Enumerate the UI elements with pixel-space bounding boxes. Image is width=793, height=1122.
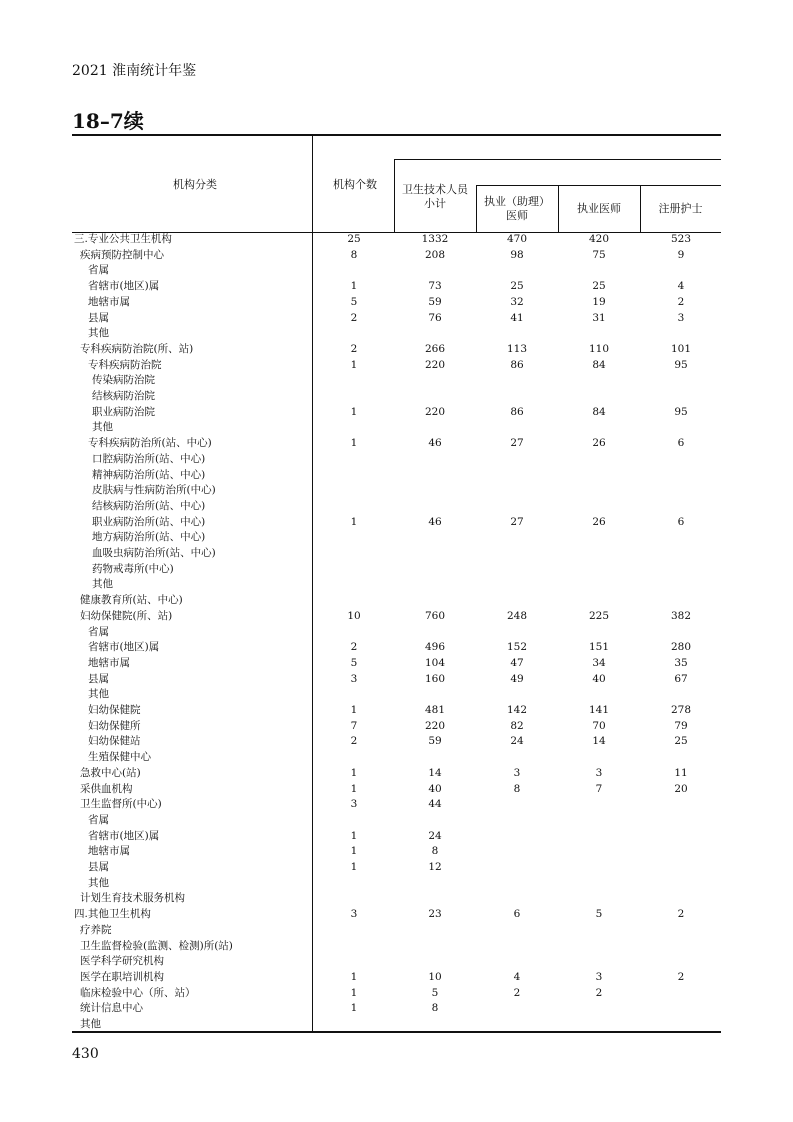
row-label: 皮肤病与性病防治所(中心)	[92, 484, 216, 497]
row-label: 地辖市属	[88, 845, 130, 858]
table-row	[0, 782, 793, 798]
row-value-nurse: 95	[674, 358, 688, 371]
row-label: 省属	[88, 813, 109, 826]
table-row	[0, 766, 793, 782]
table-row	[0, 468, 793, 484]
row-value-doctor: 3	[595, 766, 603, 779]
row-value-assist: 113	[506, 342, 528, 355]
table-number: 18–7续	[72, 109, 144, 133]
row-value-assist: 6	[513, 908, 521, 921]
row-value-nurse: 11	[674, 766, 688, 779]
row-label: 妇幼保健院	[88, 704, 141, 716]
row-label: 急救中心(站)	[80, 766, 141, 779]
table-row	[0, 656, 793, 672]
row-value-tech: 220	[424, 358, 446, 371]
row-value-tech: 59	[428, 295, 442, 308]
tech-staff-group-rule	[394, 159, 721, 160]
row-value-count: 1	[350, 766, 358, 779]
table-row	[0, 829, 793, 845]
table-row	[0, 970, 793, 986]
row-value-assist: 86	[510, 405, 524, 418]
table-row	[0, 986, 793, 1002]
table-row	[0, 876, 793, 892]
row-value-count: 2	[350, 735, 358, 748]
row-value-tech: 14	[428, 766, 442, 779]
row-label: 健康教育所(站、中心)	[80, 594, 183, 607]
row-value-assist: 82	[510, 719, 524, 732]
row-value-tech: 8	[431, 1002, 439, 1015]
table-top-rule	[72, 134, 721, 136]
table-row	[0, 954, 793, 970]
row-value-doctor: 84	[592, 358, 606, 371]
row-value-tech: 44	[428, 798, 442, 811]
row-label: 省辖市(地区)属	[88, 641, 160, 654]
table-row	[0, 577, 793, 593]
row-label: 其他	[88, 327, 109, 340]
row-value-tech: 1332	[421, 233, 449, 245]
row-value-count: 1	[350, 515, 358, 528]
row-value-doctor: 75	[592, 248, 606, 261]
table-row	[0, 530, 793, 546]
table-row	[0, 499, 793, 515]
row-value-doctor: 110	[588, 342, 610, 355]
row-value-count: 1	[350, 1002, 358, 1015]
row-value-nurse: 95	[674, 405, 688, 418]
row-value-assist: 470	[506, 233, 528, 245]
row-value-nurse: 3	[677, 311, 685, 324]
row-value-doctor: 84	[592, 405, 606, 418]
table-row	[0, 609, 793, 625]
table-row	[0, 436, 793, 452]
row-value-assist: 49	[510, 672, 524, 685]
row-label: 统计信息中心	[80, 1002, 143, 1015]
row-value-count: 2	[350, 342, 358, 355]
row-label: 县属	[88, 672, 109, 685]
table-row	[0, 342, 793, 358]
row-value-assist: 2	[513, 986, 521, 999]
row-label: 其他	[92, 578, 113, 591]
row-label: 地方病防治所(站、中心)	[92, 531, 206, 544]
row-label: 精神病防治所(站、中心)	[92, 468, 206, 481]
row-label: 三.专业公共卫生机构	[74, 233, 172, 245]
row-value-tech: 104	[424, 656, 446, 669]
row-value-nurse: 79	[674, 719, 688, 732]
tech-subgroup-rule	[476, 185, 721, 186]
row-label: 地辖市属	[88, 295, 130, 308]
row-value-doctor: 25	[592, 280, 606, 293]
row-value-assist: 142	[506, 704, 528, 716]
row-value-nurse: 6	[677, 437, 685, 450]
row-label: 专科疾病防治院(所、站)	[80, 342, 194, 355]
row-label: 计划生育技术服务机构	[80, 892, 185, 905]
row-value-doctor: 151	[588, 641, 610, 654]
col-header-doctor: 执业医师	[577, 202, 621, 215]
row-value-nurse: 101	[670, 342, 692, 355]
table-row	[0, 719, 793, 735]
table-row	[0, 232, 793, 248]
row-label: 省属	[88, 625, 109, 638]
row-value-doctor: 40	[592, 672, 606, 685]
row-value-tech: 760	[424, 609, 446, 622]
row-label: 采供血机构	[80, 782, 133, 795]
row-label: 省辖市(地区)属	[88, 829, 160, 842]
table-row	[0, 860, 793, 876]
row-value-doctor: 420	[588, 233, 610, 245]
row-label: 省属	[88, 264, 109, 277]
col-header-category: 机构分类	[173, 178, 217, 191]
table-row	[0, 311, 793, 327]
table-row	[0, 405, 793, 421]
col-header-tech-line2: 小计	[424, 197, 446, 210]
row-value-tech: 5	[431, 986, 439, 999]
row-value-assist: 25	[510, 280, 524, 293]
row-value-nurse: 382	[670, 609, 692, 622]
row-value-doctor: 34	[592, 656, 606, 669]
row-value-count: 1	[350, 970, 358, 983]
row-value-assist: 248	[506, 609, 528, 622]
row-value-assist: 47	[510, 656, 524, 669]
table-row	[0, 389, 793, 405]
row-value-doctor: 2	[595, 986, 603, 999]
col-header-assistant-line1: 执业（助理）	[484, 195, 550, 208]
table-row	[0, 640, 793, 656]
row-value-nurse: 25	[674, 735, 688, 748]
row-value-nurse: 20	[674, 782, 688, 795]
table-row	[0, 562, 793, 578]
row-value-tech: 8	[431, 845, 439, 858]
row-value-count: 1	[350, 358, 358, 371]
row-value-count: 1	[350, 704, 358, 716]
row-value-tech: 46	[428, 515, 442, 528]
row-value-assist: 32	[510, 295, 524, 308]
row-label: 卫生监督所(中心)	[80, 798, 162, 811]
row-value-count: 1	[350, 829, 358, 842]
row-value-tech: 481	[424, 704, 446, 716]
row-value-nurse: 35	[674, 656, 688, 669]
table-row	[0, 483, 793, 499]
row-value-tech: 10	[428, 970, 442, 983]
row-value-tech: 59	[428, 735, 442, 748]
table-row	[0, 593, 793, 609]
row-label: 疗养院	[80, 923, 112, 936]
row-value-count: 1	[350, 986, 358, 999]
row-value-doctor: 14	[592, 735, 606, 748]
row-value-tech: 46	[428, 437, 442, 450]
row-label: 其他	[80, 1018, 101, 1030]
row-value-assist: 86	[510, 358, 524, 371]
row-value-assist: 4	[513, 970, 521, 983]
row-label: 妇幼保健站	[88, 735, 141, 748]
table-row	[0, 248, 793, 264]
row-value-tech: 220	[424, 405, 446, 418]
table-row	[0, 373, 793, 389]
row-label: 疾病预防控制中心	[80, 248, 164, 261]
row-value-tech: 266	[424, 342, 446, 355]
table-row	[0, 687, 793, 703]
col-header-assistant-line2: 医师	[506, 209, 528, 222]
row-value-count: 10	[347, 609, 361, 622]
table-row	[0, 844, 793, 860]
row-value-count: 1	[350, 437, 358, 450]
row-value-assist: 98	[510, 248, 524, 261]
row-value-count: 5	[350, 295, 358, 308]
row-value-tech: 12	[428, 861, 442, 873]
table-bottom-rule	[72, 1031, 721, 1033]
row-value-count: 1	[350, 861, 358, 873]
table-row	[0, 750, 793, 766]
table-row	[0, 923, 793, 939]
table-row	[0, 813, 793, 829]
row-label: 专科疾病防治所(站、中心)	[88, 437, 212, 450]
table-row	[0, 326, 793, 342]
row-value-nurse: 67	[674, 672, 688, 685]
row-label: 其他	[88, 688, 109, 701]
row-value-count: 3	[350, 798, 358, 811]
row-value-nurse: 4	[677, 280, 685, 293]
row-label: 卫生监督检验(监测、检测)所(站)	[80, 939, 233, 952]
table-row	[0, 279, 793, 295]
table-row	[0, 672, 793, 688]
row-value-count: 1	[350, 405, 358, 418]
row-value-tech: 160	[424, 672, 446, 685]
table-row	[0, 1001, 793, 1017]
row-value-assist: 24	[510, 735, 524, 748]
row-value-tech: 208	[424, 248, 446, 261]
table-row	[0, 515, 793, 531]
row-label: 药物戒毒所(中心)	[92, 562, 174, 575]
row-label: 医学在职培训机构	[80, 970, 164, 983]
row-label: 妇幼保健院(所、站)	[80, 609, 173, 622]
table-row	[0, 907, 793, 923]
row-value-tech: 73	[428, 280, 442, 293]
table-row	[0, 797, 793, 813]
row-value-count: 1	[350, 280, 358, 293]
col-header-tech-total	[394, 183, 476, 211]
row-value-assist: 152	[506, 641, 528, 654]
row-value-doctor: 141	[588, 704, 610, 716]
table-row	[0, 939, 793, 955]
yearbook-header: 2021 淮南统计年鉴	[72, 63, 197, 79]
row-value-doctor: 7	[595, 782, 603, 795]
row-label: 省辖市(地区)属	[88, 280, 160, 293]
row-label: 妇幼保健所	[88, 719, 141, 732]
row-value-nurse: 278	[670, 704, 692, 716]
row-label: 医学科学研究机构	[80, 955, 164, 968]
row-value-tech: 24	[428, 829, 442, 842]
col-header-tech-line1: 卫生技术人员	[402, 183, 468, 196]
row-value-count: 25	[347, 233, 361, 245]
page-number: 430	[72, 1046, 99, 1062]
row-value-nurse: 2	[677, 295, 685, 308]
row-label: 职业病防治院	[92, 405, 155, 418]
row-value-doctor: 5	[595, 908, 603, 921]
row-value-doctor: 70	[592, 719, 606, 732]
row-value-nurse: 280	[670, 641, 692, 654]
row-label: 县属	[88, 311, 109, 324]
row-label: 临床检验中心（所、站）	[80, 986, 196, 999]
table-row	[0, 625, 793, 641]
row-label: 口腔病防治所(站、中心)	[92, 452, 206, 465]
row-label: 其他	[92, 421, 113, 434]
row-value-assist: 27	[510, 437, 524, 450]
col-header-assistant	[476, 195, 558, 223]
row-label: 血吸虫病防治所(站、中心)	[92, 547, 216, 559]
row-value-count: 2	[350, 641, 358, 654]
row-value-nurse: 2	[677, 908, 685, 921]
col-header-nurse: 注册护士	[658, 202, 703, 215]
table-row	[0, 420, 793, 436]
table-row	[0, 891, 793, 907]
row-value-count: 8	[350, 248, 358, 261]
row-value-doctor: 31	[592, 311, 606, 324]
row-label: 县属	[88, 861, 109, 873]
row-value-count: 2	[350, 311, 358, 324]
row-value-tech: 496	[424, 641, 446, 654]
row-value-count: 5	[350, 656, 358, 669]
row-value-count: 3	[350, 908, 358, 921]
row-label: 结核病防治院	[92, 390, 155, 402]
row-value-doctor: 19	[592, 295, 606, 308]
row-value-doctor: 26	[592, 437, 606, 450]
row-value-nurse: 6	[677, 515, 685, 528]
row-value-tech: 40	[428, 782, 442, 795]
col-header-count: 机构个数	[333, 178, 377, 191]
row-label: 其他	[88, 876, 109, 889]
row-value-doctor: 3	[595, 970, 603, 983]
row-value-nurse: 2	[677, 970, 685, 983]
table-row	[0, 703, 793, 719]
row-label: 传染病防治院	[92, 374, 155, 387]
row-value-assist: 27	[510, 515, 524, 528]
row-value-tech: 76	[428, 311, 442, 324]
row-value-nurse: 523	[670, 233, 692, 245]
row-label: 地辖市属	[88, 656, 130, 669]
table-row	[0, 546, 793, 562]
table-row	[0, 358, 793, 374]
table-row	[0, 734, 793, 750]
row-value-count: 7	[350, 719, 358, 732]
table-row	[0, 295, 793, 311]
row-value-doctor: 225	[588, 609, 610, 622]
row-label: 职业病防治所(站、中心)	[92, 515, 206, 528]
row-value-tech: 23	[428, 908, 442, 921]
row-label: 生殖保健中心	[88, 751, 151, 764]
table-row	[0, 263, 793, 279]
row-label: 四.其他卫生机构	[74, 908, 151, 921]
row-value-assist: 8	[513, 782, 521, 795]
row-value-count: 1	[350, 845, 358, 858]
row-value-count: 1	[350, 782, 358, 795]
row-value-assist: 41	[510, 311, 524, 324]
row-value-nurse: 9	[677, 248, 685, 261]
row-label: 专科疾病防治院	[88, 358, 162, 371]
row-value-doctor: 26	[592, 515, 606, 528]
row-value-tech: 220	[424, 719, 446, 732]
row-value-count: 3	[350, 672, 358, 685]
row-label: 结核病防治所(站、中心)	[92, 499, 206, 512]
row-value-assist: 3	[513, 766, 521, 779]
table-row	[0, 452, 793, 468]
